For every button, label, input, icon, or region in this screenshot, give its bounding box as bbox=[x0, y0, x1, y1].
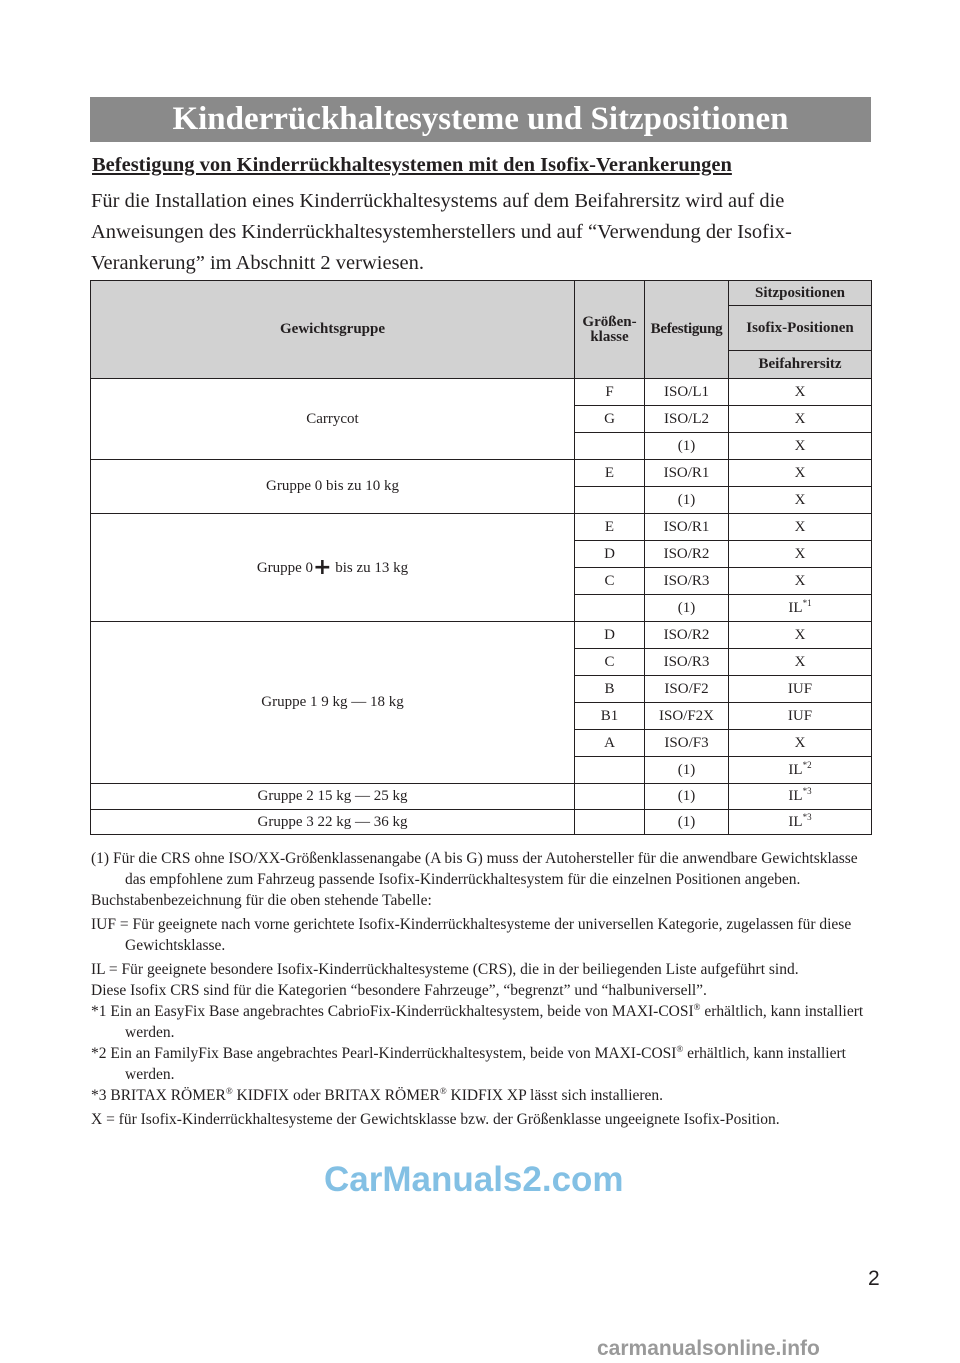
cell-position: X bbox=[729, 649, 872, 676]
cell-position bbox=[729, 595, 872, 622]
watermark: CarManuals2.com bbox=[324, 1160, 624, 1199]
header-sitzpositionen: Sitzpositionen bbox=[729, 281, 872, 306]
page-number: 2 bbox=[868, 1267, 880, 1290]
page-banner-title: Kinderrückhaltesysteme und Sitzpositionen bbox=[90, 97, 871, 142]
note-star-3-mid: KIDFIX oder BRITAX RÖMER bbox=[232, 1087, 440, 1104]
note-categories: Diese Isofix CRS sind für die Kategorien “besondere Fahrzeuge”, “begrenzt” und “halbuniversell”. bbox=[91, 982, 707, 999]
note-star-3-text: *3 BRITAX RÖMER bbox=[91, 1087, 226, 1104]
group-0: Gruppe 0 bis zu 10 kg bbox=[91, 460, 575, 514]
cell-befestigung: ISO/R2 bbox=[645, 622, 729, 649]
header-groessenklasse bbox=[575, 281, 645, 379]
cell-klasse: E bbox=[575, 514, 645, 541]
cell-position-text: IL bbox=[788, 761, 803, 778]
group-carrycot: Carrycot bbox=[91, 379, 575, 460]
footer-watermark: carmanualsonline.info bbox=[597, 1337, 820, 1360]
registered-mark: ® bbox=[693, 1002, 701, 1012]
footnote-ref: *3 bbox=[802, 786, 812, 796]
cell-klasse: B1 bbox=[575, 703, 645, 730]
note-star-3 bbox=[91, 1085, 881, 1106]
cell-position: X bbox=[729, 622, 872, 649]
group-2: Gruppe 2 15 kg — 25 kg bbox=[91, 784, 575, 810]
cell-position bbox=[729, 784, 872, 810]
cell-position: X bbox=[729, 541, 872, 568]
cell-befestigung: ISO/R1 bbox=[645, 460, 729, 487]
note-star-1-text: *1 Ein an EasyFix Base angebrachtes CabrioFix-Kinderrückhaltesystem, beide von MAXI-COSI bbox=[91, 1003, 694, 1020]
cell-klasse: D bbox=[575, 541, 645, 568]
cell-klasse bbox=[575, 433, 645, 460]
header-beifahrersitz: Beifahrersitz bbox=[729, 351, 872, 379]
cell-klasse: F bbox=[575, 379, 645, 406]
cell-klasse: B bbox=[575, 676, 645, 703]
cell-klasse bbox=[575, 810, 645, 835]
header-groessenklasse-line1: Größen- bbox=[582, 313, 637, 330]
cell-befestigung: ISO/R1 bbox=[645, 514, 729, 541]
cell-klasse bbox=[575, 487, 645, 514]
header-gewichtsgruppe: Gewichtsgruppe bbox=[91, 281, 575, 379]
cell-befestigung: ISO/R3 bbox=[645, 568, 729, 595]
cell-befestigung: (1) bbox=[645, 784, 729, 810]
cell-befestigung: ISO/F2 bbox=[645, 676, 729, 703]
note-star-1 bbox=[91, 1001, 881, 1043]
cell-befestigung: (1) bbox=[645, 433, 729, 460]
cell-befestigung: (1) bbox=[645, 487, 729, 514]
note-iuf: IUF = Für geeignete nach vorne gerichtete Isofix-Kinderrückhaltesysteme der universellen Kategorie, zugelassen für diese Gewichtsklasse. bbox=[91, 916, 852, 954]
note-legend-heading: Buchstabenbezeichnung für die oben stehende Tabelle: bbox=[91, 892, 432, 909]
cell-position: X bbox=[729, 487, 872, 514]
cell-klasse bbox=[575, 757, 645, 784]
cell-position: X bbox=[729, 730, 872, 757]
footnote-ref: *2 bbox=[802, 759, 812, 770]
note-star-2-cont: erhältlich, kann installiert werden. bbox=[125, 1045, 846, 1083]
note-x: X = für Isofix-Kinderrückhaltesysteme der Gewichtsklasse bzw. der Größenklasse ungeeignete Isofix-Position. bbox=[91, 1111, 780, 1128]
cell-klasse: A bbox=[575, 730, 645, 757]
cell-position: X bbox=[729, 379, 872, 406]
cell-klasse: G bbox=[575, 406, 645, 433]
cell-position: X bbox=[729, 568, 872, 595]
cell-befestigung: ISO/F2X bbox=[645, 703, 729, 730]
note-star-2 bbox=[91, 1043, 881, 1085]
header-befestigung: Befestigung bbox=[645, 281, 729, 379]
group-0-plus bbox=[91, 514, 575, 622]
cell-befestigung: ISO/F3 bbox=[645, 730, 729, 757]
footnote-ref: *1 bbox=[802, 597, 812, 608]
cell-klasse bbox=[575, 595, 645, 622]
registered-mark: ® bbox=[225, 1086, 233, 1096]
cell-klasse bbox=[575, 784, 645, 810]
note-1: (1) Für die CRS ohne ISO/XX-Größenklassenangabe (A bis G) muss der Autohersteller für die anwendbare Gewichtsklasse das empfohlene zum Fahrzeug passende Isofix-Kinderrückhaltesystem für die einzelnen Positionen angeben. bbox=[91, 850, 858, 888]
isofix-table bbox=[90, 280, 872, 835]
cell-klasse: D bbox=[575, 622, 645, 649]
note-il: IL = Für geeignete besondere Isofix-Kinderrückhaltesysteme (CRS), die in der beiliegenden Liste aufgeführt sind. bbox=[91, 961, 799, 978]
intro-paragraph: Für die Installation eines Kinderrückhaltesystems auf dem Beifahrersitz wird auf die Anweisungen des Kinderrückhaltesystemherstellers und auf “Verwendung der Isofix-Verankerung” im Abschnitt 2 verwiesen. bbox=[91, 190, 792, 274]
cell-befestigung: ISO/R2 bbox=[645, 541, 729, 568]
cell-position bbox=[729, 757, 872, 784]
cell-befestigung: ISO/L1 bbox=[645, 379, 729, 406]
cell-befestigung: ISO/L2 bbox=[645, 406, 729, 433]
registered-mark: ® bbox=[439, 1086, 447, 1096]
cell-befestigung: (1) bbox=[645, 810, 729, 835]
registered-mark: ® bbox=[676, 1044, 684, 1054]
note-star-2-text: *2 Ein an FamilyFix Base angebrachtes Pearl-Kinderrückhaltesystem, beide von MAXI-COSI bbox=[91, 1045, 677, 1062]
cell-position: IUF bbox=[729, 676, 872, 703]
header-groessenklasse-line2: klasse bbox=[590, 328, 629, 345]
cell-befestigung: (1) bbox=[645, 595, 729, 622]
footnotes bbox=[91, 848, 881, 1130]
plus-icon: + bbox=[313, 554, 332, 580]
group-1: Gruppe 1 9 kg — 18 kg bbox=[91, 622, 575, 784]
cell-befestigung: (1) bbox=[645, 757, 729, 784]
cell-position-text: IL bbox=[788, 599, 803, 616]
cell-position bbox=[729, 810, 872, 835]
group-0-plus-weight: bis zu 13 kg bbox=[331, 559, 409, 576]
cell-position: X bbox=[729, 514, 872, 541]
cell-position: IUF bbox=[729, 703, 872, 730]
cell-position-text: IL bbox=[788, 788, 803, 804]
group-0-plus-label: Gruppe 0 bbox=[256, 559, 314, 576]
cell-position-text: IL bbox=[788, 813, 803, 830]
cell-befestigung: ISO/R3 bbox=[645, 649, 729, 676]
cell-position: X bbox=[729, 406, 872, 433]
group-3: Gruppe 3 22 kg — 36 kg bbox=[91, 810, 575, 835]
cell-klasse: C bbox=[575, 649, 645, 676]
cell-position: X bbox=[729, 433, 872, 460]
note-star-3-cont: KIDFIX XP lässt sich installieren. bbox=[446, 1087, 664, 1104]
cell-klasse: E bbox=[575, 460, 645, 487]
cell-klasse: C bbox=[575, 568, 645, 595]
cell-position: X bbox=[729, 460, 872, 487]
header-isofix-positionen: Isofix-Positionen bbox=[729, 306, 872, 351]
footnote-ref: *3 bbox=[802, 811, 812, 822]
note-star-1-cont: erhältlich, kann installiert werden. bbox=[125, 1003, 864, 1041]
section-title: Befestigung von Kinderrückhaltesystemen mit den Isofix-Verankerungen bbox=[92, 154, 732, 176]
